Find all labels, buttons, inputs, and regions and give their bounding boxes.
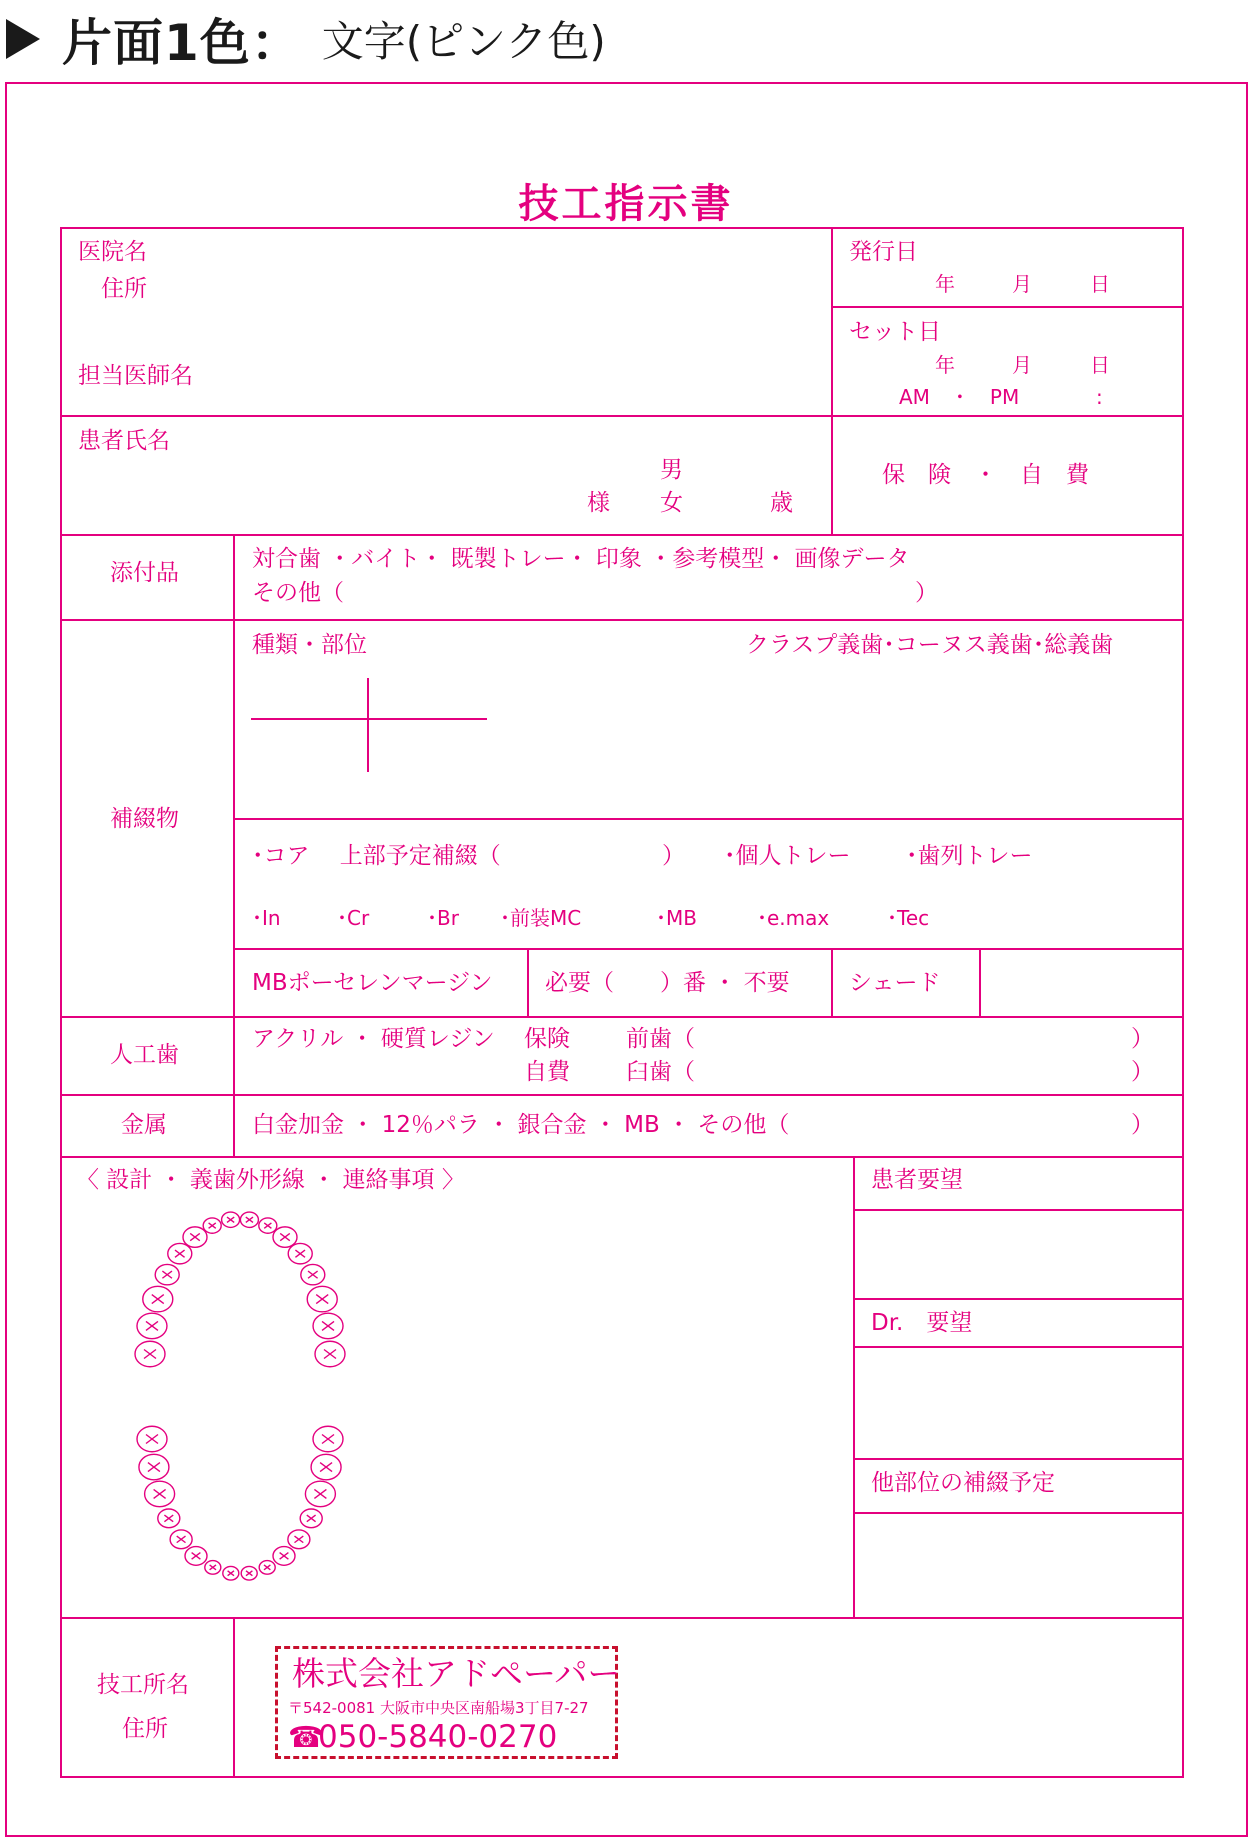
heading-sub: 文字(ピンク色) xyxy=(321,17,606,66)
in-item: ･In xyxy=(252,906,281,930)
male-option: 男 xyxy=(660,457,683,483)
page-heading xyxy=(6,6,606,72)
patient-name-label: 患者氏名 xyxy=(78,428,170,454)
tooth-groove xyxy=(307,1515,316,1522)
tooth-groove xyxy=(316,1295,328,1304)
core-item: ･コア 上部予定補綴（ xyxy=(252,843,501,869)
company-stamp xyxy=(275,1646,621,1759)
dental-chart xyxy=(110,1204,370,1604)
honorific-sama: 様 xyxy=(587,490,610,516)
company-phone: 050-5840-0270 xyxy=(318,1719,558,1755)
br-item: ･Br xyxy=(427,906,459,930)
company-address: 〒542-0081 大阪市中央区南船場3丁目7-27 xyxy=(288,1699,589,1717)
front-teeth-label: 前歯（ xyxy=(626,1026,695,1052)
tooth-groove xyxy=(227,1217,234,1222)
tooth-groove xyxy=(314,1489,326,1498)
metal-label: 金属 xyxy=(121,1112,167,1138)
attachments-other: その他（ xyxy=(252,580,344,606)
tooth-groove xyxy=(280,1553,289,1560)
lab-address-label: 住所 xyxy=(122,1716,168,1742)
cr-item: ･Cr xyxy=(337,906,370,930)
tooth-groove xyxy=(228,1571,234,1576)
tooth-groove xyxy=(192,1553,201,1560)
mb-porcelain-margin-label: MBポーセレンマージン xyxy=(252,970,493,996)
tooth-groove xyxy=(146,1435,158,1444)
emax-item: ･e.max xyxy=(757,906,830,930)
tooth-groove xyxy=(295,1250,305,1257)
tooth-groove xyxy=(210,1565,216,1570)
lab-name-label: 技工所名 xyxy=(97,1672,189,1698)
heading-main: 片面1色： xyxy=(62,14,302,72)
tooth-groove xyxy=(164,1515,173,1522)
time-colon: : xyxy=(1096,385,1103,409)
front-teeth-close: ） xyxy=(1131,1026,1154,1052)
type-site-label: 種類・部位 xyxy=(252,632,367,658)
tooth-groove xyxy=(175,1250,185,1257)
molar-teeth-close: ） xyxy=(1131,1059,1154,1085)
tooth-groove xyxy=(209,1223,216,1228)
phone-icon: ☎ xyxy=(288,1720,325,1754)
artificial-material: アクリル ・ 硬質レジン xyxy=(252,1026,495,1052)
issue-day: 日 xyxy=(1090,272,1110,296)
facing-mc-item: ･前装MC xyxy=(500,906,582,930)
attachments-label: 添付品 xyxy=(110,560,179,586)
design-notes-label: 〈 設計 ・ 義歯外形線 ・ 連絡事項 〉 xyxy=(76,1167,465,1193)
tooth-groove xyxy=(308,1271,318,1278)
issue-month: 月 xyxy=(1012,272,1032,296)
doctor-name-label: 担当医師名 xyxy=(78,363,193,389)
issue-date-label: 発行日 xyxy=(849,239,918,265)
artificial-insurance: 保険 xyxy=(524,1026,570,1052)
female-option: 女 xyxy=(660,490,683,516)
shade-label: シェード xyxy=(849,970,941,996)
tec-item: ･Tec xyxy=(887,906,930,930)
individual-tray-item: ･個人トレー xyxy=(724,843,851,869)
attachments-items: 対合歯 ・バイト・ 既製トレー・ 印象 ・参考模型・ 画像データ xyxy=(252,546,910,572)
tooth-groove xyxy=(154,1489,166,1498)
tooth-groove xyxy=(320,1463,332,1472)
set-month: 月 xyxy=(1012,353,1032,377)
tooth-groove xyxy=(322,1435,334,1444)
age-label: 歳 xyxy=(770,490,793,516)
tooth-groove xyxy=(324,1350,336,1359)
issue-year: 年 xyxy=(935,272,955,296)
patient-request-label: 患者要望 xyxy=(871,1167,963,1193)
set-day: 日 xyxy=(1090,353,1110,377)
tooth-groove xyxy=(162,1271,172,1278)
am-pm-option: AM ・ PM xyxy=(899,385,1020,409)
tooth-groove xyxy=(322,1321,334,1330)
artificial-self-pay: 自費 xyxy=(524,1059,570,1085)
dr-request-label: Dr. 要望 xyxy=(871,1310,973,1336)
attachments-other-close: ） xyxy=(915,580,938,606)
core-item-close: ） xyxy=(662,843,685,869)
denture-types: クラスプ義歯･コーヌス義歯･総義歯 xyxy=(746,632,1114,658)
dental-arch-tray-item: ･歯列トレー xyxy=(906,843,1033,869)
tooth-groove xyxy=(280,1233,290,1240)
tooth-groove xyxy=(264,1223,271,1228)
tooth-groove xyxy=(246,1217,253,1222)
tooth-groove xyxy=(294,1536,303,1543)
mb-item: ･MB xyxy=(656,906,697,930)
company-name: 株式会社アドペーパー xyxy=(292,1654,621,1693)
tooth-groove xyxy=(177,1536,186,1543)
tooth-groove xyxy=(146,1321,158,1330)
set-date-label: セット日 xyxy=(849,319,941,345)
other-site-label: 他部位の補綴予定 xyxy=(871,1470,1055,1496)
tooth-groove xyxy=(152,1295,164,1304)
tooth-groove xyxy=(264,1565,270,1570)
insurance-option: 保 険 ・ 自 費 xyxy=(882,462,1089,488)
tooth-groove xyxy=(190,1233,200,1240)
artificial-teeth-label: 人工歯 xyxy=(110,1042,179,1068)
required-option: 必要（ ）番 ・ 不要 xyxy=(545,970,790,996)
molar-teeth-label: 臼歯（ xyxy=(626,1059,695,1085)
tooth-groove xyxy=(144,1350,156,1359)
form-title: 技工指示書 xyxy=(518,181,734,227)
clinic-name-label: 医院名 xyxy=(78,239,147,265)
prosthesis-label: 補綴物 xyxy=(110,806,179,832)
set-year: 年 xyxy=(935,353,955,377)
play-triangle-icon xyxy=(6,19,40,59)
metal-items-close: ） xyxy=(1131,1112,1154,1138)
metal-items: 白金加金 ・ 12％パラ ・ 銀合金 ・ MB ・ その他（ xyxy=(252,1112,790,1138)
address-label: 住所 xyxy=(101,276,147,302)
tooth-groove xyxy=(148,1463,160,1472)
tooth-groove xyxy=(246,1571,252,1576)
